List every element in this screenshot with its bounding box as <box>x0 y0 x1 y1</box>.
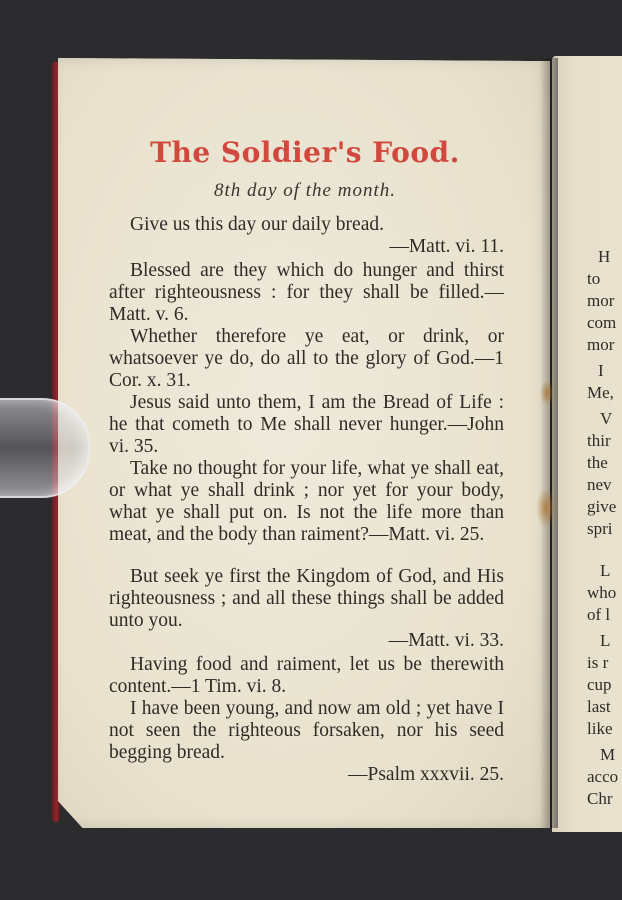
paper-stain <box>540 380 554 406</box>
passage-text: Having food and raiment, let us be therewith content.—1 Tim. vi. 8. <box>109 654 504 697</box>
passage-text: But seek ye first the Kingdom of God, and His righteousness ; and all these things shall be added unto you. <box>109 566 504 631</box>
next-page-text: last <box>587 697 611 716</box>
passage-reference: —Psalm xxxvii. 25. <box>347 764 504 785</box>
next-page-text: Me, <box>587 383 614 402</box>
page-gutter <box>540 58 558 828</box>
passage-text: Jesus said unto them, I am the Bread of Life : he that cometh to Me shall never hunger.—John vi. 35. <box>109 392 504 457</box>
passage-reference: —Matt. vi. 33. <box>388 630 504 651</box>
next-page-text: give <box>587 497 617 516</box>
next-page-text: thir <box>587 431 611 450</box>
next-page-text: Chr <box>587 789 613 808</box>
next-page-text: acco <box>587 767 619 786</box>
next-page-text: com <box>587 313 617 332</box>
next-page-text: M <box>600 745 616 764</box>
next-page-text: H <box>598 247 611 266</box>
next-page-text: who <box>587 583 617 602</box>
next-page-text: is r <box>587 653 609 672</box>
next-page-text: of l <box>587 605 611 624</box>
next-page-text: mor <box>587 335 615 354</box>
next-page-text: the <box>587 453 608 472</box>
next-page-text: V <box>600 409 613 428</box>
next-page-text: L <box>600 631 611 650</box>
passage-text: Whether therefore ye eat, or drink, or whatsoever ye do, do all to the glory of God.—1 Cor. x. 31. <box>109 326 504 391</box>
next-page-text: spri <box>587 519 613 538</box>
next-page-text: L <box>600 561 611 580</box>
next-page-text: to <box>587 269 601 288</box>
passage-text: Give us this day our daily bread. <box>130 214 384 235</box>
page-subtitle: 8th day of the month. <box>214 180 396 201</box>
passage-reference: —Matt. vi. 11. <box>389 236 504 257</box>
passage-text: Take no thought for your life, what ye shall eat, or what ye shall drink ; nor yet for your body, what ye shall put on. Is not the life more than meat, and the body than raiment?—Matt. vi. 25. <box>109 458 504 545</box>
next-page-text: nev <box>587 475 612 494</box>
next-page-text: I <box>598 361 604 380</box>
paper-stain <box>536 488 556 528</box>
page-title: The Soldier's Food. <box>150 136 460 169</box>
next-page-text: like <box>587 719 613 738</box>
next-page-text: cup <box>587 675 612 694</box>
next-page-text: mor <box>587 291 615 310</box>
passage-text: I have been young, and now am old ; yet have I not seen the righteous forsaken, nor his seed begging bread. <box>109 698 504 763</box>
passage-text: Blessed are they which do hunger and thirst after righteousness : for they shall be filled.—Matt. v. 6. <box>109 260 504 325</box>
page-holder-clip <box>0 398 90 498</box>
